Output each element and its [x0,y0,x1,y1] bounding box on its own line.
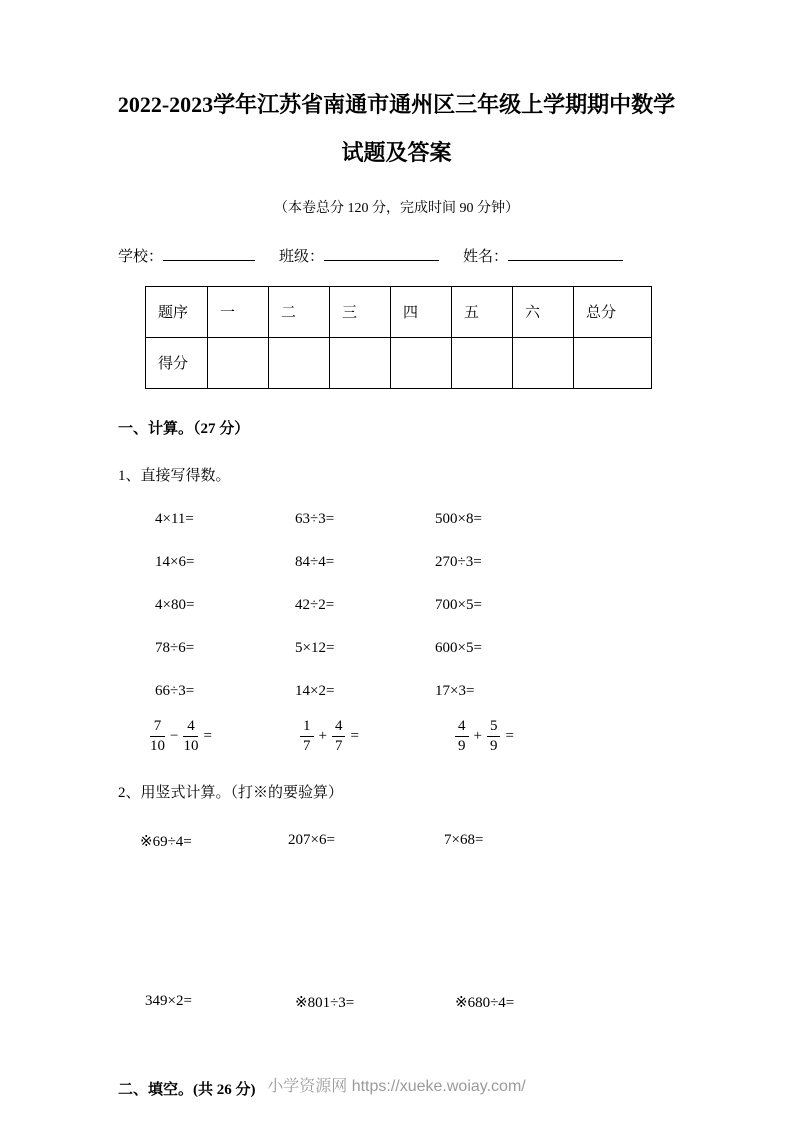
doc-title-line1: 2022-2023学年江苏省南通市通州区三年级上学期期中数学 [117,92,676,117]
fraction-problems-row [150,718,793,756]
vertical-calc-row [145,993,793,1012]
score-row-label: 得分 [146,337,208,388]
denominator: 9 [458,738,466,755]
score-table-header-cell: 题序 [146,286,208,337]
math-problem: 7×68= [444,832,484,849]
score-empty-cell [574,337,652,388]
numerator: 4 [332,718,346,737]
vertical-calc-heading: 2、用竖式计算。（打※的要验算） [118,785,344,802]
math-problem: 4×11= [155,510,194,527]
math-problem: 84÷4= [295,553,335,570]
class-label: 班级： [279,248,325,265]
equals-sign: = [203,728,212,745]
operator-sign: − [170,728,179,745]
denominator: 9 [489,738,498,755]
section1-heading: 一、计算。（27 分） [118,420,250,437]
direct-calc-grid [155,511,793,700]
math-problem: 5×12= [295,639,335,656]
score-table-header-cell: 总分 [574,286,652,337]
fraction-problem [300,718,455,756]
denominator: 10 [150,738,165,755]
denominator: 7 [334,738,343,755]
equals-sign: = [505,728,514,745]
vertical-calc-row [140,832,793,851]
math-problem: 66÷3= [155,682,195,699]
score-empty-cell [208,337,269,388]
score-table-header-cell: 五 [452,286,513,337]
name-blank-line [508,246,623,261]
score-table-header-cell: 三 [330,286,391,337]
math-problem: 14×2= [295,682,335,699]
math-problem: 700×5= [435,596,482,613]
calc-row [155,554,793,571]
math-problem: ※680÷4= [455,995,515,1012]
math-problem: 4×80= [155,596,195,613]
math-problem: ※69÷4= [140,834,192,851]
score-empty-cell [330,337,391,388]
score-table-header-cell: 六 [513,286,574,337]
fraction [300,718,314,756]
calc-row [155,640,793,657]
score-empty-cell [391,337,452,388]
school-blank-line [163,246,255,261]
score-table-header-cell: 一 [208,286,269,337]
fraction [150,718,165,756]
operator-sign: + [473,728,482,745]
math-problem: 349×2= [145,993,192,1010]
numerator: 1 [300,718,314,737]
fraction [487,718,501,756]
numerator: 7 [150,718,165,737]
math-problem: 500×8= [435,510,482,527]
denominator: 10 [183,738,199,755]
numerator: 4 [455,718,469,737]
doc-title-line2: 试题及答案 [341,140,452,166]
denominator: 7 [303,738,311,755]
math-problem: 42÷2= [295,596,335,613]
fraction [183,718,198,756]
math-problem: 14×6= [155,553,195,570]
operator-sign: + [318,728,327,745]
doc-subtitle: （本卷总分 120 分，完成时间 90 分钟） [274,200,519,216]
name-label: 姓名： [463,248,509,265]
fraction [455,718,469,756]
score-table-header-cell: 四 [391,286,452,337]
class-blank-line [324,246,439,261]
section2-heading: 二、填空。(共 26 分) [118,1082,256,1099]
score-table-header-cell: 二 [269,286,330,337]
math-problem: 600×5= [435,639,482,656]
fraction [332,718,346,756]
doc-title [0,0,793,167]
numerator: 5 [487,718,501,737]
score-empty-cell [513,337,574,388]
score-empty-cell [269,337,330,388]
score-table-score-row [146,337,652,388]
math-problem: 207×6= [288,832,335,849]
fraction-problem [150,718,300,756]
math-problem: 78÷6= [155,639,195,656]
math-problem: 270÷3= [435,553,482,570]
calc-row [155,511,793,528]
direct-calc-heading: 1、直接写得数。 [118,467,231,484]
footer-credit: 小学资源网 https://xueke.woiay.com/ [267,1078,526,1095]
student-info-line [118,245,793,266]
calc-row [155,683,793,700]
calc-row [155,597,793,614]
score-empty-cell [452,337,513,388]
equals-sign: = [350,728,359,745]
fraction-problem [455,718,514,756]
school-label: 学校： [118,248,164,265]
score-table [145,286,652,389]
numerator: 4 [183,718,198,737]
score-table-header-row [146,286,652,337]
math-problem: 63÷3= [295,510,335,527]
math-problem: ※801÷3= [295,995,355,1012]
math-problem: 17×3= [435,682,475,699]
